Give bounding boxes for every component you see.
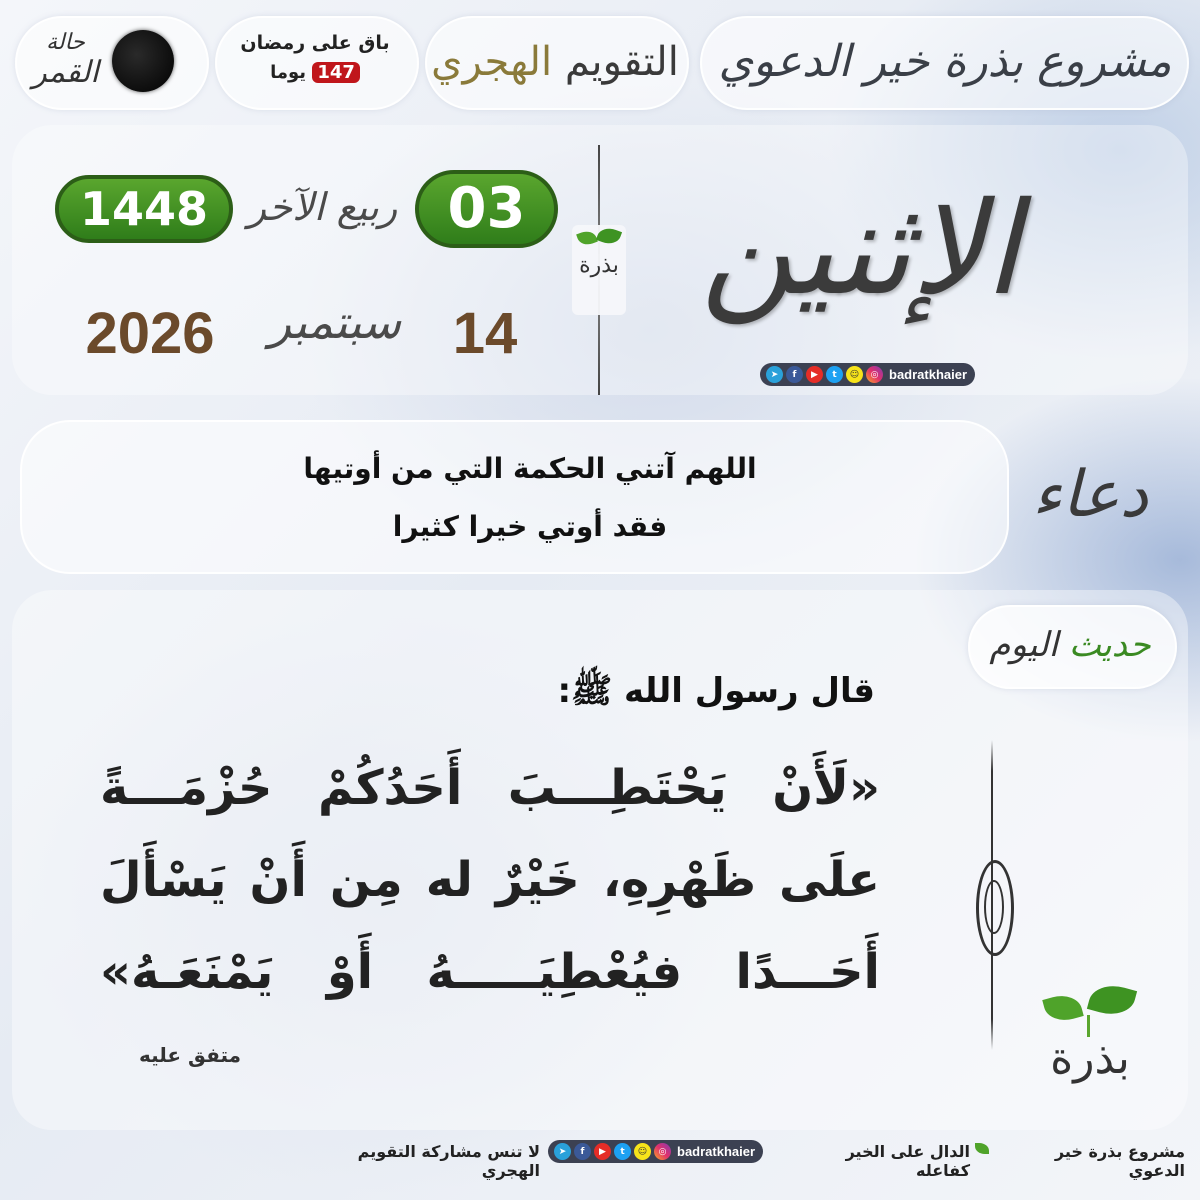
dua-label: دعاء — [1031, 458, 1149, 532]
leaf-icon — [1087, 980, 1137, 1020]
calendar-title — [430, 22, 680, 102]
gregorian-month: سبتمبر — [268, 295, 402, 349]
moon-phase-icon — [112, 30, 174, 92]
hadith-source: متفق عليه — [138, 1043, 242, 1067]
gregorian-day: 14 — [452, 301, 518, 366]
gregorian-year: 2026 — [85, 301, 215, 366]
social-bar-header — [760, 363, 975, 386]
youtube-icon[interactable]: ▶ — [594, 1143, 611, 1160]
instagram-icon[interactable]: ◎ — [866, 366, 883, 383]
moon-label-line-1: حالة — [46, 30, 85, 55]
dua-panel — [20, 420, 1009, 574]
social-bar-footer — [548, 1140, 763, 1163]
instagram-icon[interactable]: ◎ — [654, 1143, 671, 1160]
project-title: مشروع بذرة خير الدعوي — [718, 36, 1172, 87]
facebook-icon[interactable]: f — [786, 366, 803, 383]
hijri-year-badge: 1448 — [55, 175, 233, 243]
hadith-label — [975, 612, 1165, 678]
ramadan-days-badge: 147 — [312, 62, 360, 83]
header-logo — [572, 225, 626, 315]
hadith-label-word-1: حديث — [1068, 625, 1151, 665]
ornament-flourish — [984, 880, 1004, 934]
footer-logo — [1035, 985, 1145, 1115]
dua-line-1: اللهم آتني الحكمة التي من أوتيها — [303, 452, 757, 485]
footer-slogan: الدال على الخير كفاعله — [845, 1142, 970, 1180]
hadith-intro: قال رسول الله ﷺ: — [557, 671, 875, 711]
twitter-icon[interactable]: t — [614, 1143, 631, 1160]
hadith-line-2: علَى ظَهْرِهِ، خَيْرٌ له مِن أَنْ يَسْأَلَ — [100, 852, 880, 908]
moon-label-line-2: القمر — [32, 55, 99, 90]
dua-line-2: فقد أوتي خيرا كثيرا — [392, 510, 668, 543]
leaf-icon — [576, 228, 598, 247]
weekday-name: الإثنين — [700, 175, 1020, 324]
hijri-month: ربيع الآخر — [247, 185, 398, 229]
leaf-icon — [596, 225, 622, 248]
footer-share: لا تنس مشاركة التقويم الهجري — [357, 1142, 540, 1180]
ramadan-label: باق على رمضان — [240, 32, 390, 54]
moon-label — [28, 28, 103, 88]
ramadan-days-unit: يوما — [270, 62, 307, 83]
telegram-icon[interactable]: ➤ — [554, 1143, 571, 1160]
footer-project: مشروع بذرة خير الدعوي — [1054, 1142, 1185, 1180]
logo-text: بذرة — [579, 253, 619, 278]
facebook-icon[interactable]: f — [574, 1143, 591, 1160]
hadith-line-3: أَحَـــدًا فيُعْطِيَـــــهُ أَوْ يَمْنَعَـهُ» — [100, 944, 880, 1000]
ramadan-count — [225, 62, 405, 83]
leaf-icon — [1042, 991, 1084, 1025]
hijri-day-badge: 03 — [415, 170, 558, 248]
snapchat-icon[interactable]: ☺ — [634, 1143, 651, 1160]
calendar-title-word-1: التقويم — [564, 39, 679, 85]
leaf-icon — [975, 1143, 989, 1154]
telegram-icon[interactable]: ➤ — [766, 366, 783, 383]
ornament-divider — [990, 740, 994, 1050]
social-handle[interactable]: badratkhaier — [889, 367, 968, 382]
hadith-line-1: «لَأَنْ يَحْتَطِـــبَ أَحَدُكُمْ حُزْمَـــةً — [100, 760, 880, 816]
snapchat-icon[interactable]: ☺ — [846, 366, 863, 383]
footer-logo-text: بذرة — [1050, 1033, 1130, 1084]
youtube-icon[interactable]: ▶ — [806, 366, 823, 383]
calendar-title-word-2: الهجري — [431, 39, 553, 85]
twitter-icon[interactable]: t — [826, 366, 843, 383]
social-handle[interactable]: badratkhaier — [677, 1144, 756, 1159]
hadith-label-word-2: اليوم — [989, 625, 1059, 665]
